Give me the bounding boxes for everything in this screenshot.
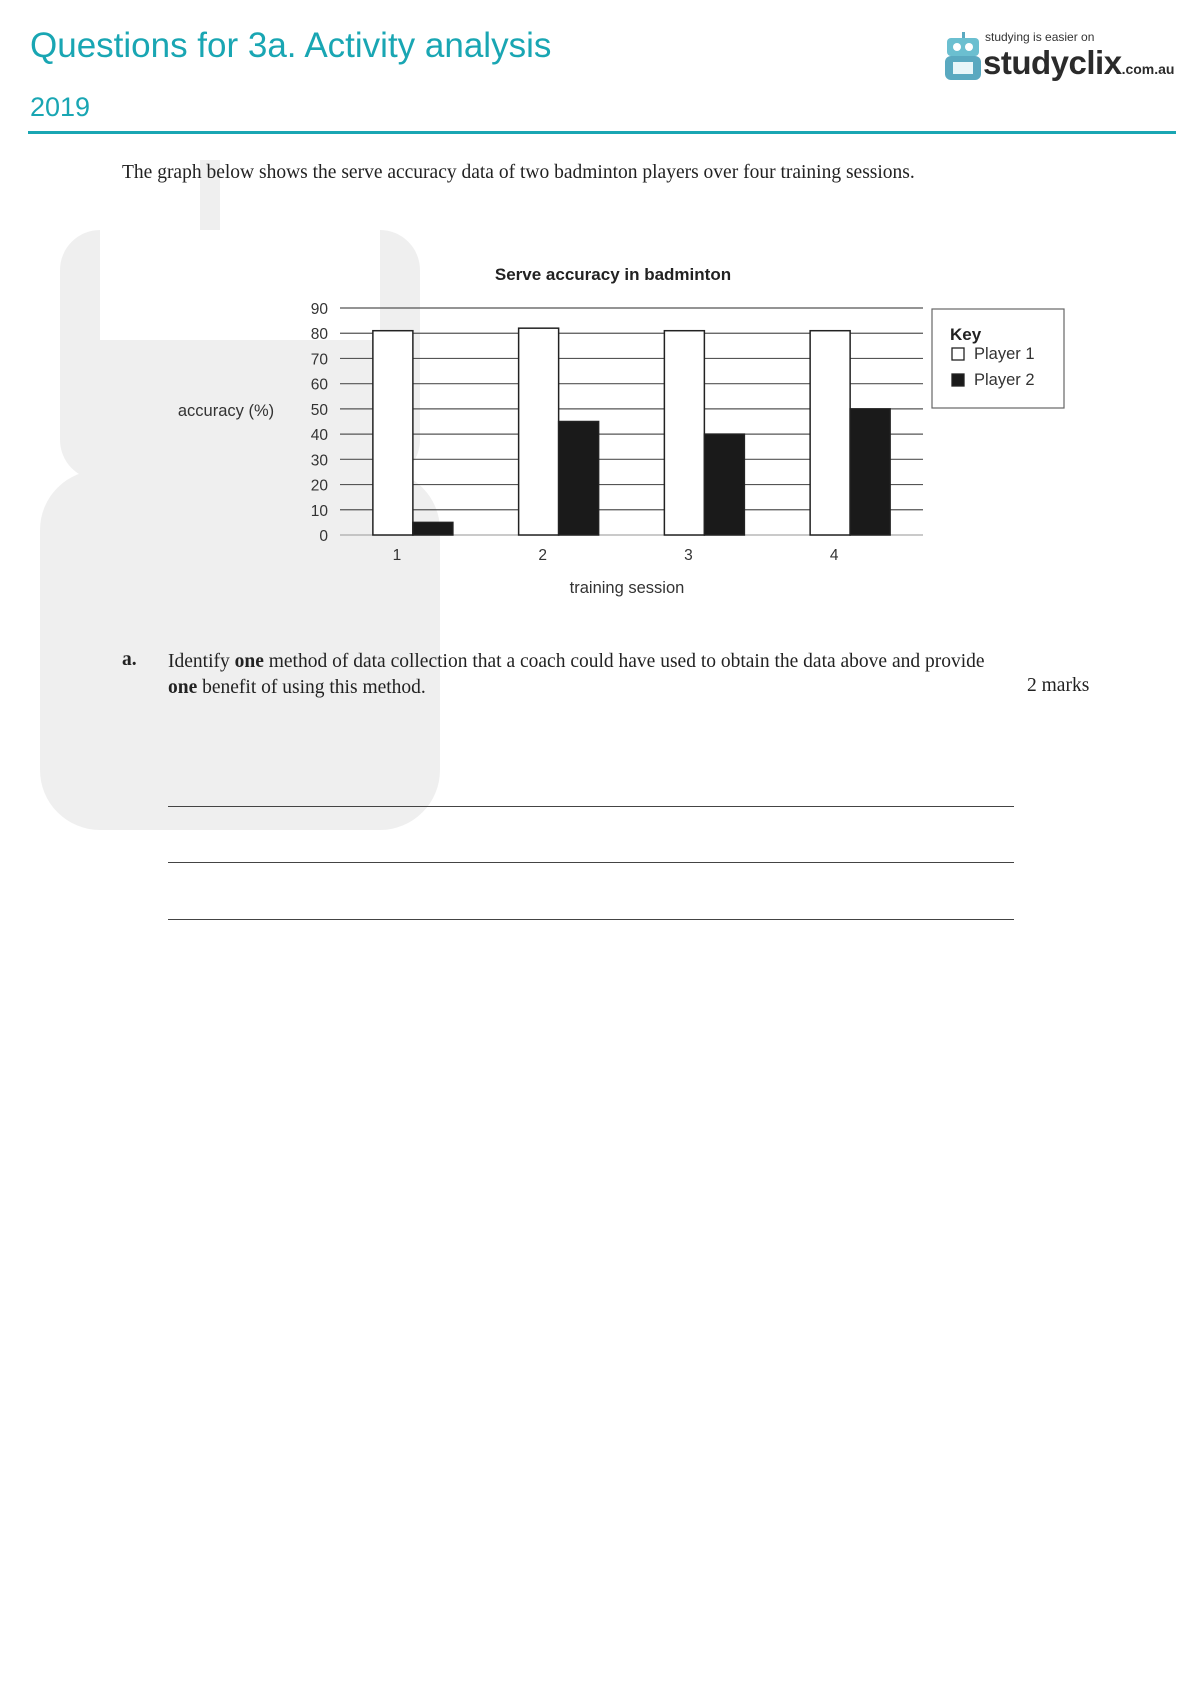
legend-swatch-player-1 [952,348,964,360]
intro-text: The graph below shows the serve accuracy data of two badminton players over four training sessions. [122,162,915,183]
y-tick-label: 10 [310,502,328,520]
bar-player-2 [850,409,890,535]
answer-line[interactable] [168,806,1014,807]
x-tick-label: 2 [538,547,547,564]
question-marks: 2 marks [1027,675,1090,696]
question-bold-one: one [234,651,264,672]
y-tick-label: 90 [310,301,328,318]
question-text-part3: benefit of using this method. [197,677,426,698]
y-tick-label: 0 [319,528,328,545]
legend-title: Key [950,325,982,344]
bar-player-2 [413,522,453,535]
logo-tagline: studying is easier on [985,30,1095,44]
x-tick-label: 1 [392,547,402,564]
question-text [168,649,1018,701]
bar-player-1 [664,331,704,535]
answer-line[interactable] [168,862,1014,863]
x-tick-label: 3 [684,547,693,564]
page-year: 2019 [30,92,91,122]
question-label: a. [122,649,137,670]
y-tick-label: 60 [310,376,328,394]
bar-player-1 [519,328,559,535]
logo-tld: .com.au [1121,61,1175,77]
logo-brand: studyclix [983,44,1122,81]
page-title: Questions for 3a. Activity analysis [30,26,552,65]
x-axis-label: training session [569,579,685,597]
y-tick-label: 50 [310,401,328,419]
serve-accuracy-chart [0,0,1200,620]
chart-container [0,0,1200,620]
bar-player-1 [373,331,413,535]
question-text-part1: Identify [168,651,235,672]
legend-label: Player 2 [974,371,1035,389]
chart-title: Serve accuracy in badminton [494,265,732,284]
legend-label: Player 1 [974,345,1035,363]
y-tick-label: 30 [310,452,328,470]
y-tick-label: 20 [310,477,328,495]
bar-player-2 [704,434,744,535]
bar-player-2 [559,422,599,536]
legend-swatch-player-2 [952,374,964,386]
answer-line[interactable] [168,919,1014,920]
question-text-part2: method of data collection that a coach could have used to obtain the data above and provide [263,651,985,672]
x-tick-label: 4 [829,547,839,564]
y-tick-label: 70 [310,351,328,369]
question-bold-two: one [168,677,198,698]
y-tick-label: 80 [310,326,328,344]
bar-player-1 [810,331,850,535]
y-axis-label: accuracy (%) [177,402,275,420]
y-tick-label: 40 [310,427,328,445]
